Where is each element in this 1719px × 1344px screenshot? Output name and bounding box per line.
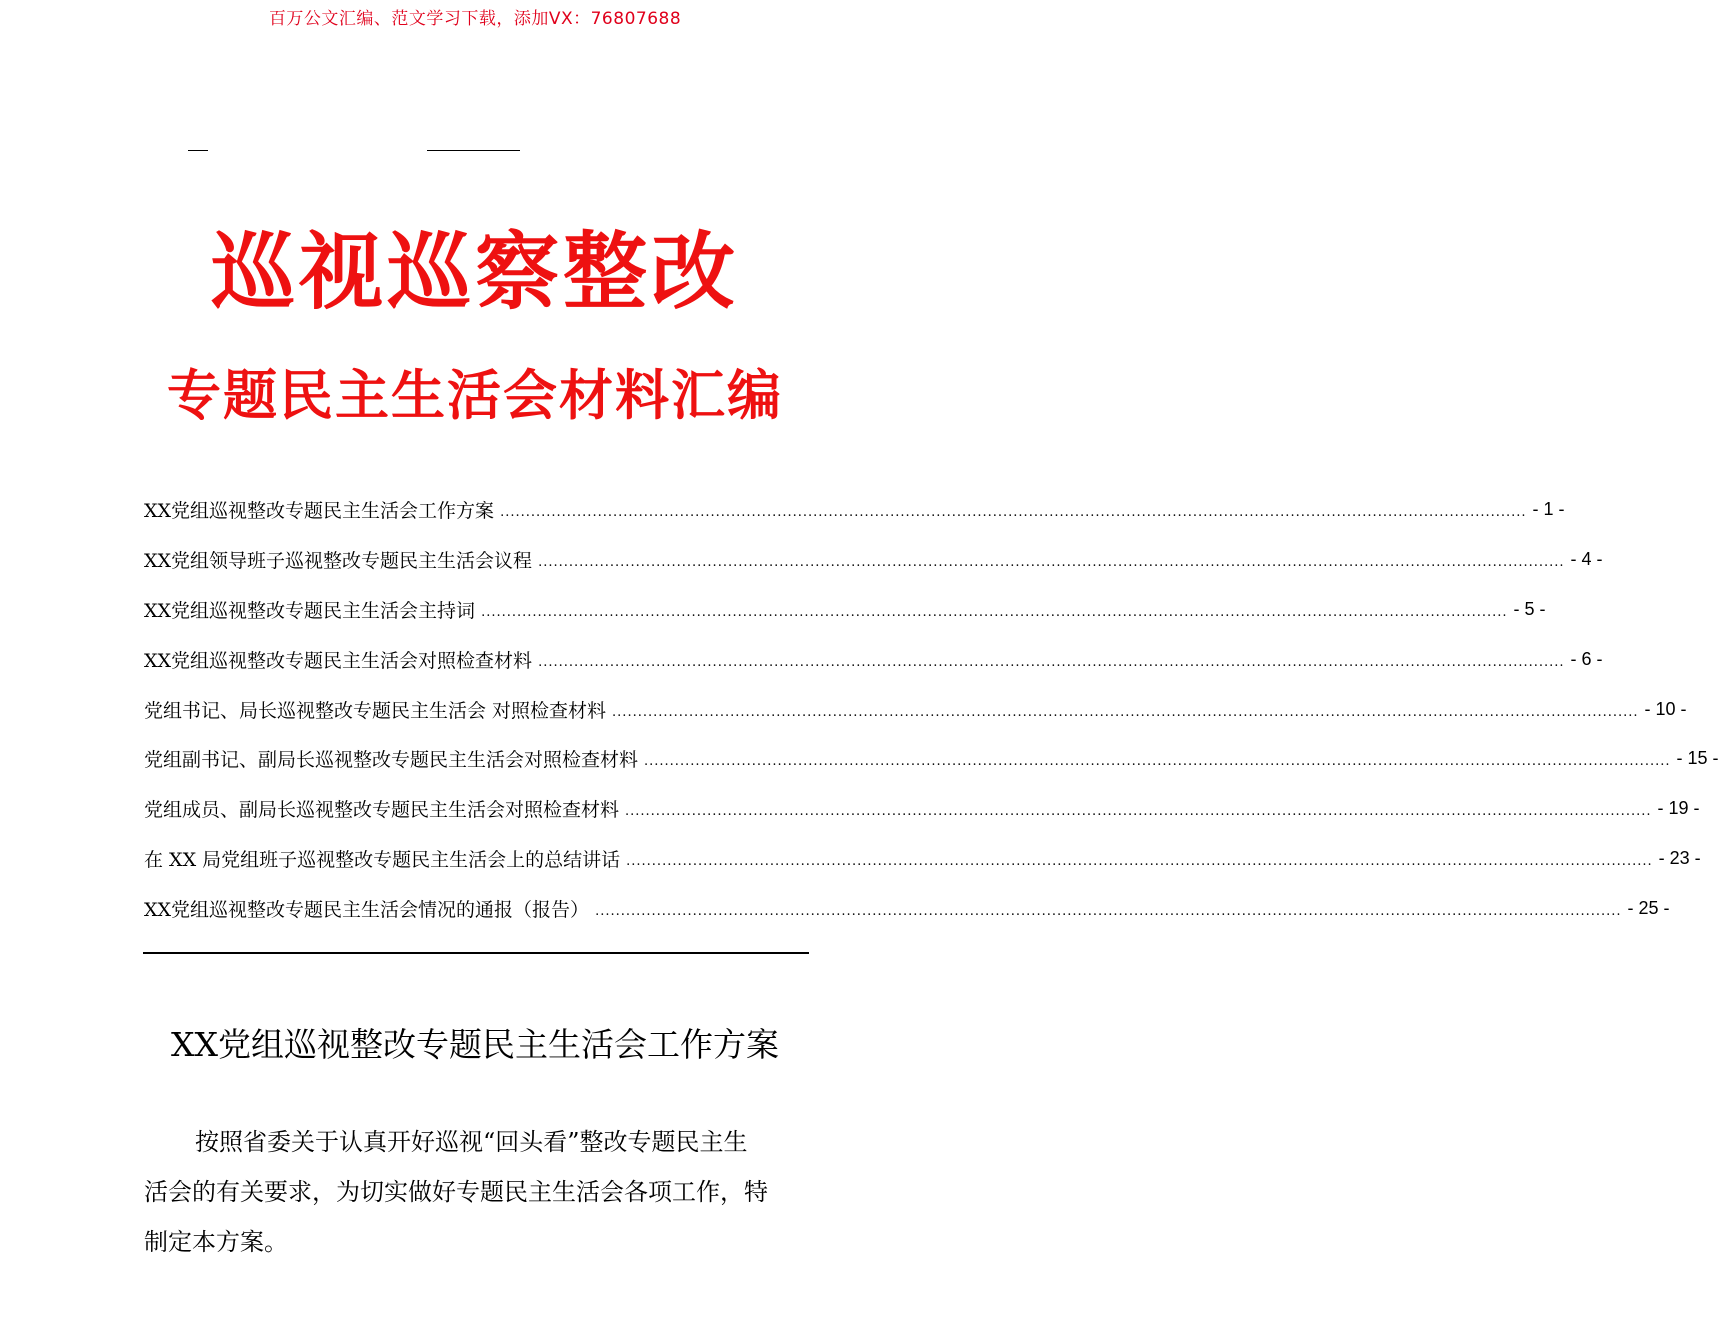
toc-item[interactable] [144, 684, 1687, 734]
toc-item[interactable] [144, 834, 1701, 884]
toc-item[interactable] [144, 485, 1565, 535]
toc-leader-dots: ........................................................................................................................................................................................................ [538, 654, 1565, 670]
toc-item-page: - 1 - [1532, 499, 1565, 520]
toc-leader-dots: ........................................................................................................................................................................................................ [481, 604, 1508, 620]
toc-item[interactable] [144, 634, 1603, 684]
toc-item[interactable] [144, 883, 1670, 933]
toc-item-page: - 4 - [1570, 549, 1603, 570]
toc-item-title: XX党组巡视整改专题民主生活会主持词 [144, 599, 476, 622]
toc-leader-dots: ........................................................................................................................................................................................................ [595, 903, 1622, 919]
toc-item-page: - 6 - [1570, 648, 1603, 669]
paragraph-line: 制定本方案。 [144, 1228, 288, 1256]
toc-item-page: - 25 - [1627, 897, 1670, 918]
toc-item-title: XX党组领导班子巡视整改专题民主生活会议程 [144, 550, 533, 573]
toc-item-page: - 23 - [1658, 847, 1701, 868]
table-of-contents [144, 485, 1719, 933]
toc-item-title: 党组副书记、副局长巡视整改专题民主生活会对照检查材料 [144, 749, 639, 772]
toc-item[interactable] [144, 734, 1719, 784]
toc-item[interactable] [144, 784, 1700, 834]
toc-item[interactable] [144, 535, 1603, 585]
header-rule-long [427, 150, 520, 151]
section-paragraph [144, 1117, 810, 1267]
toc-leader-dots: ........................................................................................................................................................................................................ [538, 555, 1565, 571]
toc-item-title: XX党组巡视整改专题民主生活会对照检查材料 [144, 649, 533, 672]
toc-leader-dots: ........................................................................................................................................................................................................ [625, 804, 1652, 820]
toc-item-page: - 15 - [1676, 748, 1719, 769]
toc-leader-dots: ........................................................................................................................................................................................................ [612, 704, 1639, 720]
toc-leader-dots: ........................................................................................................................................................................................................ [644, 754, 1671, 770]
toc-leader-dots: ........................................................................................................................................................................................................ [626, 853, 1653, 869]
paragraph-line: 活会的有关要求，为切实做好专题民主生活会各项工作，特 [144, 1178, 768, 1206]
paragraph-line: 按照省委关于认真开好巡视“回头看”整改专题民主生 [195, 1128, 748, 1156]
header-rule-short [188, 150, 208, 151]
toc-divider [143, 952, 809, 954]
toc-item-page: - 19 - [1657, 798, 1700, 819]
toc-item-title: 党组成员、副局长巡视整改专题民主生活会对照检查材料 [144, 799, 620, 822]
section-title: XX党组巡视整改专题民主生活会工作方案 [171, 1025, 779, 1064]
header-watermark: 百万公文汇编、范文学习下载，添加VX：76807688 [268, 9, 682, 29]
toc-item-title: XX党组巡视整改专题民主生活会工作方案 [144, 500, 495, 523]
toc-item-title: XX党组巡视整改专题民主生活会情况的通报（报告） [144, 898, 590, 921]
toc-item-title: 党组书记、局长巡视整改专题民主生活会 对照检查材料 [144, 699, 607, 722]
toc-item-page: - 5 - [1513, 598, 1546, 619]
toc-leader-dots: ........................................................................................................................................................................................................ [500, 505, 1527, 521]
cover-title: 巡视巡察整改 [210, 222, 739, 321]
toc-item-page: - 10 - [1644, 698, 1687, 719]
toc-item-title: 在 XX 局党组班子巡视整改专题民主生活会上的总结讲话 [144, 848, 621, 871]
toc-item[interactable] [144, 585, 1546, 635]
cover-subtitle: 专题民主生活会材料汇编 [167, 363, 783, 427]
